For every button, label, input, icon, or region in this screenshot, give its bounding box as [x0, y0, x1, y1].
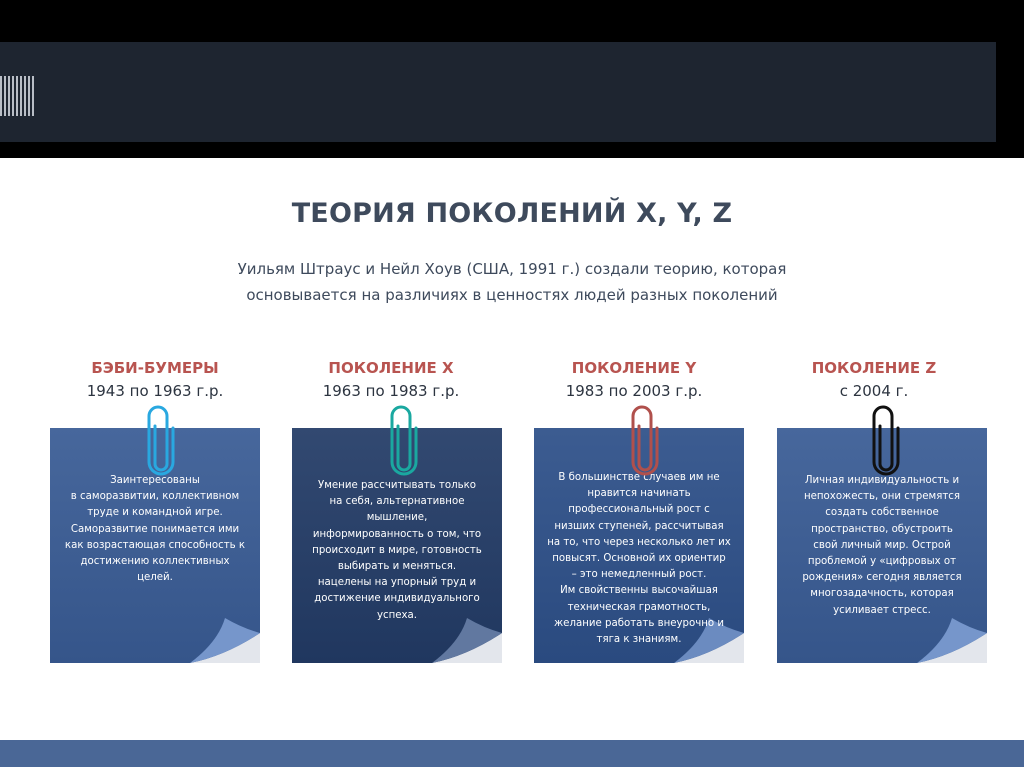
card-text-line: Умение рассчитывать только [318, 480, 476, 491]
card-text-line: Им свойственны высочайшая [560, 585, 718, 597]
card-text-line: Заинтересованы [110, 475, 200, 486]
paperclip-wire [392, 407, 416, 474]
card-text-line: целей. [137, 572, 173, 584]
card-text-line: низших ступеней, рассчитывая [554, 520, 724, 532]
paperclip-icon [871, 404, 901, 476]
slide-title: ТЕОРИЯ ПОКОЛЕНИЙ X, Y, Z [291, 198, 733, 229]
generation-name: БЭБИ-БУМЕРЫ [91, 359, 219, 377]
card-text-line: мышление, [366, 512, 428, 524]
card-text-line: информированность о том, что [312, 528, 482, 540]
generation-years: 1963 по 1983 г.р. [322, 382, 460, 400]
card-text-line: как возрастающая способность к [64, 539, 246, 551]
card-text-line: труде и командной игре. [87, 507, 223, 519]
paperclip-wire [633, 407, 657, 474]
card-text-line: тяга к знаниям. [596, 634, 682, 646]
card-text-line: повысят. Основной их ориентир [552, 553, 726, 565]
barcode-decoration [0, 76, 34, 116]
paperclip-wire [149, 407, 173, 474]
generation-years: 1983 по 2003 г.р. [565, 382, 703, 400]
paperclip-icon [146, 404, 176, 476]
paperclip-wire [874, 407, 898, 474]
paperclip-icon [630, 404, 660, 476]
card-text-line: – это немедленный рост. [571, 569, 707, 581]
card-text-line: достижение индивидуального [314, 593, 480, 605]
generation-header-y [519, 358, 749, 404]
card-text-line: пространство, обустроить [811, 523, 953, 535]
card-text-line: происходит в мире, готовность [312, 544, 482, 556]
card-text-line: создать собственное [825, 507, 939, 519]
card-text-line: выбирать и меняться. [337, 561, 457, 573]
card-text-line: на себя, альтернативное [329, 496, 465, 508]
slide-subtitle [212, 256, 812, 308]
card-text-line: усиливает стресс. [833, 604, 931, 616]
card-text-line: нравится начинать [587, 488, 691, 500]
card-text-line: В большинстве случаев им не [558, 472, 720, 483]
top-band [0, 42, 996, 142]
generation-name: ПОКОЛЕНИЕ Z [811, 359, 937, 377]
generation-years: с 2004 г. [839, 382, 909, 400]
subtitle-line: основывается на различиях в ценностях людей разных поколений [246, 286, 778, 304]
generation-years: 1943 по 1963 г.р. [86, 382, 224, 400]
card-text [789, 473, 975, 619]
generation-name: ПОКОЛЕНИЕ Y [571, 359, 697, 377]
card-text-line: проблемой у «цифровых от [807, 556, 957, 568]
generation-header-z [759, 358, 989, 404]
card-text-line: Саморазвитие понимается ими [70, 523, 240, 535]
paperclip-icon [389, 404, 419, 476]
subtitle-line: Уильям Штраус и Нейл Хоув (США, 1991 г.) создали теорию, которая [237, 260, 787, 278]
card-text-line: желание работать внеурочно и [554, 617, 724, 629]
card-text-line: на то, что через несколько лет их [547, 536, 731, 548]
card-text-line: Личная индивидуальность и [804, 475, 960, 486]
generation-header-x [276, 358, 506, 404]
generation-header-boomers [40, 358, 270, 404]
card-text-line: нацелены на упорный труд и [317, 577, 477, 589]
card-text-line: профессиональный рост с [568, 504, 710, 516]
card-text-line: многозадачность, которая [810, 588, 954, 600]
generation-name: ПОКОЛЕНИЕ X [328, 359, 454, 377]
card-text-line: достижению коллективных [80, 556, 230, 568]
card-text [62, 473, 248, 586]
card-text-line: рождения» сегодня является [802, 572, 962, 584]
card-text-line: непохожесть, они стремятся [803, 491, 961, 503]
card-text-line: свой личный мир. Острой [813, 539, 951, 551]
card-text-line: в саморазвитии, коллективном [70, 491, 240, 503]
card-text [546, 470, 732, 648]
card-text [304, 478, 490, 624]
bottom-band [0, 740, 1024, 767]
card-text-line: успеха. [376, 609, 418, 621]
card-text-line: техническая грамотность, [567, 601, 711, 613]
